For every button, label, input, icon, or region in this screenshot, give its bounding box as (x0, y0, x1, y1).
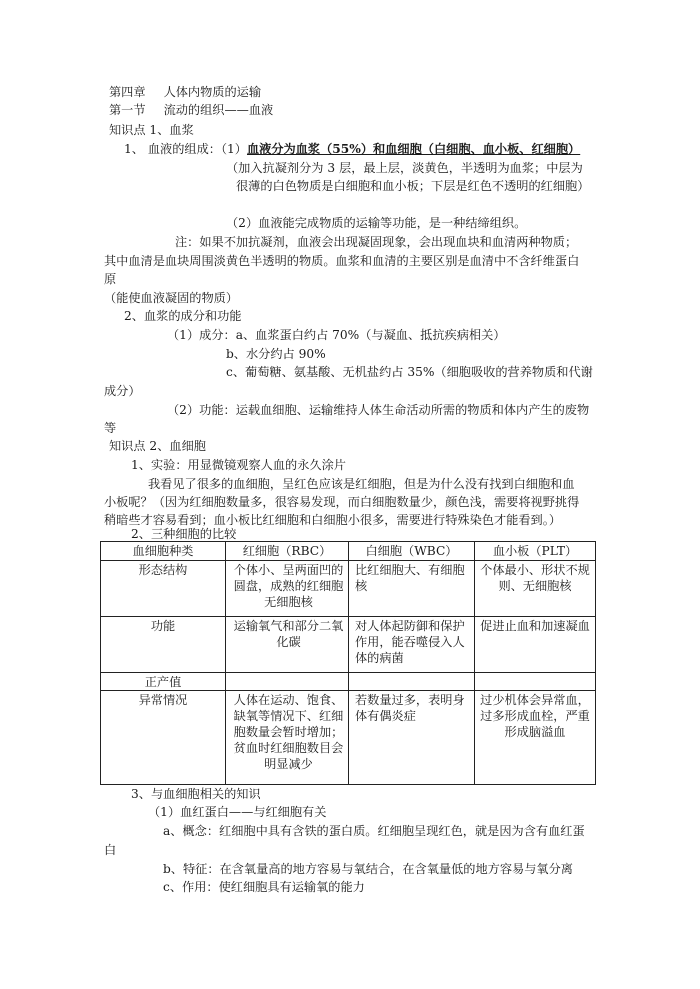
header-cell: 血小板（PLT） (475, 542, 596, 561)
chapter-title: 人体内物质的运输 (163, 85, 262, 99)
header-cell: 白细胞（WBC） (349, 542, 475, 561)
hemoglobin-role: c、作用：使红细胞具有运输氧的能力 (163, 880, 365, 894)
plasma-function-2: 等 (104, 421, 117, 435)
section-number: 第一节 (109, 103, 146, 117)
experiment-para-1: 我看见了很多的血细胞，呈红色应该是红细胞，但是为什么没有找到白细胞和血 (148, 477, 575, 491)
row-label: 形态结构 (101, 561, 226, 617)
table-cell: 促进止血和加速凝血 (475, 617, 596, 673)
plasma-component-c-cont: 成分） (104, 384, 141, 398)
plasma-component-b: b、水分约占 90% (226, 347, 326, 361)
table-cell: 过少机体会异常血，过多形成血栓，严重形成脑溢血 (475, 691, 596, 785)
experiment-para-3: 稍暗些才容易看到；血小板比红细胞和白细胞小很多，需要进行特殊染色才能看到。） (104, 513, 562, 527)
hemoglobin-concept-1: a、概念：红细胞中具有含铁的蛋白质。红细胞呈现红色，就是因为含有血红蛋 (163, 824, 585, 838)
table-cell: 对人体起防御和保护作用，能吞噬侵入人体的病菌 (349, 617, 475, 673)
table-header-row (101, 542, 596, 561)
chapter-heading (109, 84, 261, 100)
row-label: 异常情况 (101, 691, 226, 785)
table-cell: 运输氧气和部分二氧化碳 (226, 617, 349, 673)
table-row (101, 561, 596, 617)
layer-note-1: （加入抗凝剂分为 3 层，最上层，淡黄色，半透明为血浆；中层为 (226, 161, 583, 175)
kp2-title: 知识点 2、血细胞 (109, 439, 206, 453)
table-cell: 若数量过多，表明身体有偶炎症 (349, 691, 475, 785)
note-line-1: 注：如果不加抗凝剂，血液会出现凝固现象，会出现血块和血清两种物质； (175, 235, 578, 249)
table-cell: 比红细胞大、有细胞核 (349, 561, 475, 617)
experiment-title: 1、实验：用显微镜观察人血的永久涂片 (131, 458, 346, 472)
blood-composition-bold: 血液分为血浆（55%）和血细胞（白细胞、血小板、红细胞） (246, 142, 581, 156)
experiment-para-2: 小板呢？（因为红细胞数量多，很容易发现，而白细胞数量少，颜色浅，需要将视野挑得 (104, 495, 580, 509)
comparison-title: 2、三种细胞的比较 (131, 527, 237, 541)
blood-composition-label: 1、 血液的组成：（1） (124, 142, 247, 156)
kp1-title: 知识点 1、血浆 (109, 123, 194, 137)
hemoglobin-feature: b、特征：在含氧量高的地方容易与氧结合，在含氧量低的地方容易与氧分离 (163, 862, 573, 876)
blood-composition-line (124, 141, 580, 157)
kp3-title: 3、与血细胞相关的知识 (131, 787, 261, 801)
header-cell: 红细胞（RBC） (226, 542, 349, 561)
header-cell: 血细胞种类 (101, 542, 226, 561)
blood-cell-comparison-table (100, 541, 596, 785)
plasma-heading: 2、血浆的成分和功能 (124, 309, 242, 323)
note-line-3: 原 (104, 272, 117, 286)
hemoglobin-concept-2: 白 (104, 843, 117, 857)
layer-note-2: 很薄的白色物质是白细胞和血小板；下层是红色不透明的红细胞） (236, 179, 590, 193)
blood-function-line: （2）血液能完成物质的运输等功能，是一种结缔组织。 (226, 216, 527, 230)
table-cell (475, 673, 596, 691)
section-title: 流动的组织——血液 (163, 103, 274, 117)
row-label: 功能 (101, 617, 226, 673)
chapter-number: 第四章 (109, 85, 146, 99)
plasma-component-a: （1）成分：a、血浆蛋白约占 70%（与凝血、抵抗疾病相关） (167, 328, 506, 342)
row-label: 正产值 (101, 673, 226, 691)
note-line-2: 其中血清是血块周围淡黄色半透明的物质。血浆和血清的主要区别是血清中不含纤维蛋白 (104, 254, 580, 268)
table-row (101, 617, 596, 673)
plasma-component-c: c、葡萄糖、氨基酸、无机盐约占 35%（细胞吸收的营养物质和代谢 (226, 365, 593, 379)
section-heading (109, 102, 273, 118)
table-row (101, 691, 596, 785)
table-cell: 个体最小、形状不规则、无细胞核 (475, 561, 596, 617)
plasma-function-1: （2）功能：运载血细胞、运输维持人体生命活动所需的物质和体内产生的废物 (167, 403, 590, 417)
table-row (101, 673, 596, 691)
table-cell: 个体小、呈两面凹的圆盘，成熟的红细胞无细胞核 (226, 561, 349, 617)
table-cell: 人体在运动、饱食、缺氧等情况下、红细胞数量会暂时增加；贫血时红细胞数目会明显减少 (226, 691, 349, 785)
note-line-4: （能使血液凝固的物质） (104, 291, 239, 305)
hemoglobin-heading: （1）血红蛋白——与红细胞有关 (148, 805, 327, 819)
table-cell (349, 673, 475, 691)
table-cell (226, 673, 349, 691)
